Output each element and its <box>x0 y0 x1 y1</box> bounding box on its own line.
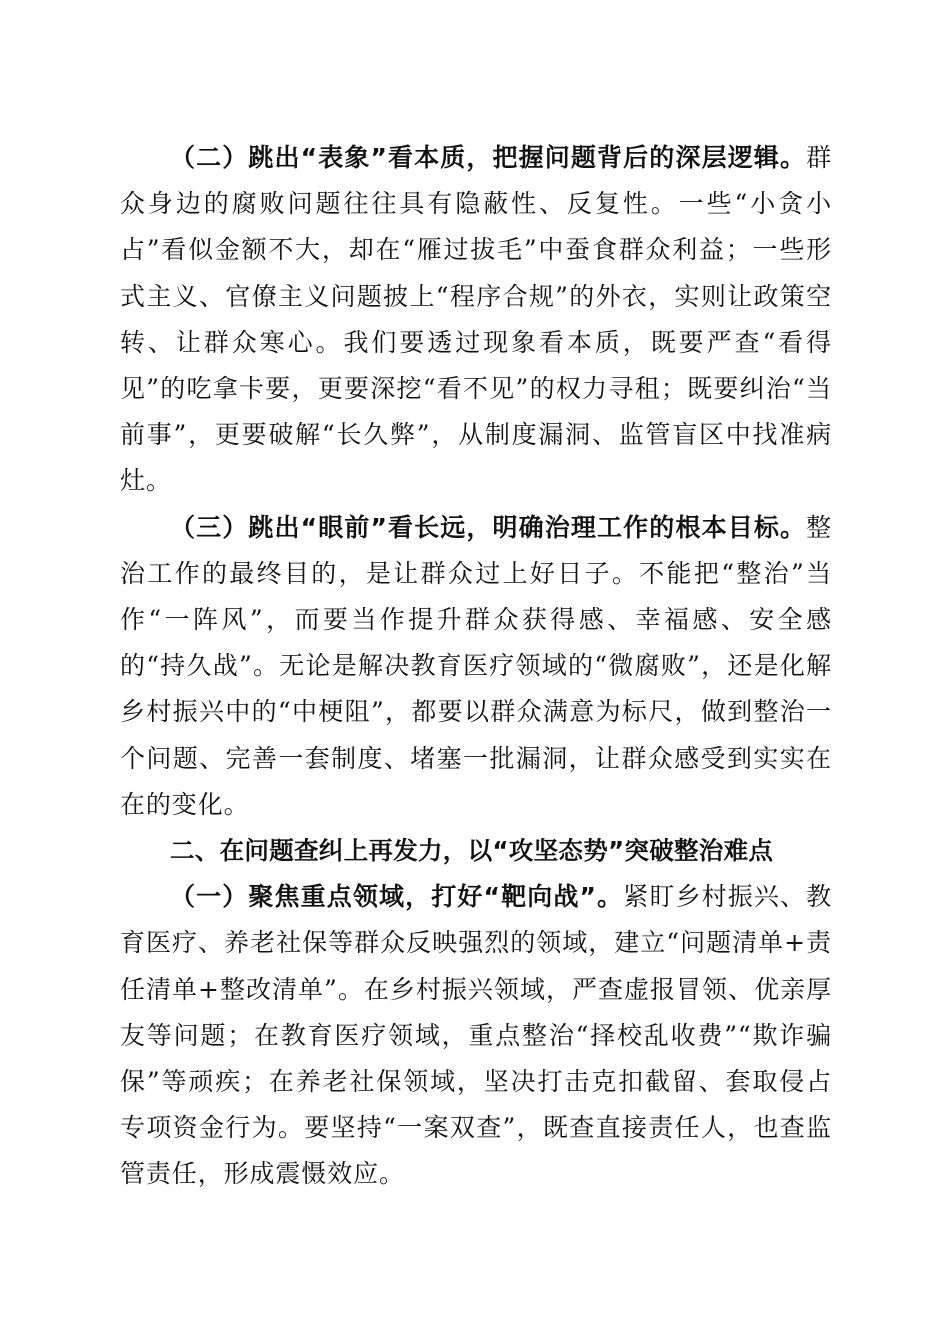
paragraph-text: 紧盯乡村振兴、教育医疗、养老社保等群众反映强烈的领域，建立“问题清单+责任清单+整改清单”。在乡村振兴领域，严查虚报冒领、优亲厚友等问题；在教育医疗领域，重点整治“择校乱收费”“欺诈骗保”等顽疾；在养老社保领域，坚决打击克扣截留、套取侵占专项资金行为。要坚持“一案双查”，既查直接责任人，也查监管责任，形成震慑效应。 <box>120 882 832 1189</box>
paragraph-lead: （二）跳出“表象”看本质，把握问题背后的深层逻辑。 <box>170 143 807 172</box>
paragraph-lead: （一）聚焦重点领域，打好“靶向战”。 <box>170 882 624 912</box>
paragraph-text: 群众身边的腐败问题往往具有隐蔽性、反复性。一些“小贪小占”看似金额不大，却在“雁过拔毛”中蚕食群众利益；一些形式主义、官僚主义问题披上“程序合规”的外衣，实则让政策空转、让群众寒心。我们要透过现象看本质，既要严查“看得见”的吃拿卡要，更要深挖“看不见”的权力寻租；既要纠治“当前事”，更要破解“长久弊”，从制度漏洞、监管盲区中找准病灶。 <box>120 143 832 496</box>
paragraph-text: 整治工作的最终目的，是让群众过上好日子。不能把“整治”当作“一阵风”，而要当作提升群众获得感、幸福感、安全感的“持久战”。无论是解决教育医疗领域的“微腐败”，还是化解乡村振兴中的“中梗阻”，都要以群众满意为标尺，做到整治一个问题、完善一套制度、堵塞一批漏洞，让群众感受到实实在在的变化。 <box>120 512 832 819</box>
paragraph-lead: （三）跳出“眼前”看长远，明确治理工作的根本目标。 <box>170 512 807 542</box>
section-heading-2: 二、在问题查纠上再发力，以“攻坚态势”突破整治难点 <box>170 836 774 866</box>
paragraph-section-1-3 <box>120 505 832 828</box>
document-body <box>120 135 832 1198</box>
paragraph-section-1-2 <box>120 135 832 505</box>
paragraph-section-2-1 <box>120 874 832 1197</box>
